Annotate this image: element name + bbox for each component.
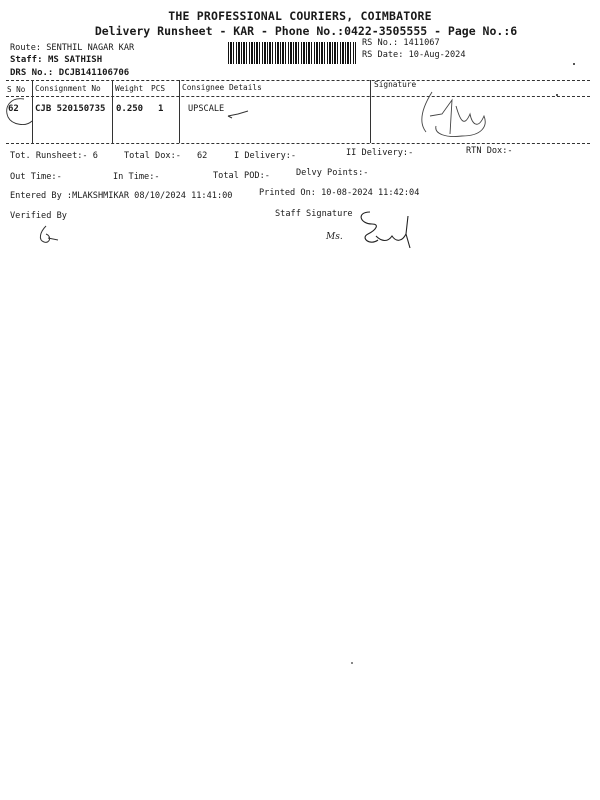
circle-mark-icon [2, 95, 42, 129]
total-dox-value: 62 [197, 151, 208, 161]
out-time: Out Time:- [10, 172, 62, 182]
in-time: In Time:- [113, 172, 160, 182]
staff-sign-prefix: Ms. [326, 232, 343, 242]
table-bottom-rule [6, 143, 590, 144]
route-label: Route: [10, 43, 42, 53]
verifier-signature-icon [36, 224, 60, 246]
table-header-rule [6, 96, 590, 97]
th-pcs: PCS [151, 84, 166, 93]
staff-signature-label: Staff Signature [275, 209, 353, 219]
th-consignee: Consignee Details [182, 83, 262, 92]
i-delivery: I Delivery:- [234, 151, 297, 161]
th-consignment: Consignment No [35, 84, 101, 93]
staff-signature-icon [346, 206, 414, 254]
page-speck [573, 63, 575, 65]
drs-line [10, 68, 129, 78]
col-divider [179, 80, 180, 143]
cell-consignee: UPSCALE [188, 104, 225, 114]
pen-tick-icon [226, 108, 250, 122]
tot-runsheet: Tot. Runsheet:- 6 [10, 151, 98, 161]
table-top-rule [6, 80, 590, 81]
total-pod: Total POD:- [213, 171, 270, 181]
rs-no-value: 1411067 [403, 38, 440, 48]
staff-line [10, 55, 102, 65]
rs-date-label: RS Date: [362, 50, 404, 60]
th-signature: Signature [374, 80, 417, 89]
cell-weight: 0.250 [116, 104, 144, 114]
ii-delivery: II Delivery:- [346, 148, 414, 158]
company-title: THE PROFESSIONAL COURIERS, COIMBATORE [168, 9, 432, 23]
cell-pcs: 1 [158, 104, 164, 114]
runsheet-title: Delivery Runsheet - KAR - Phone No.:0422-3505555 - Page No.:6 [94, 24, 518, 38]
delvy-points: Delvy Points:- [296, 168, 369, 178]
route-line [10, 43, 134, 53]
rs-date-line [362, 50, 466, 60]
col-divider [370, 80, 371, 143]
printed-on: Printed On: 10-08-2024 11:42:04 [259, 188, 420, 198]
rs-date-value: 10-Aug-2024 [408, 50, 466, 60]
drs-value: DCJB141106706 [58, 68, 130, 78]
page-speck [556, 94, 558, 96]
receiver-signature-icon [412, 86, 494, 142]
staff-label: Staff: [10, 55, 43, 65]
entered-by: Entered By :MLAKSHMIKAR 08/10/2024 11:41:00 [10, 191, 233, 201]
col-divider [112, 80, 113, 143]
drs-label: DRS No.: [10, 68, 54, 78]
page-speck [351, 662, 353, 664]
verified-by-label: Verified By [10, 211, 67, 221]
th-weight: Weight [115, 84, 144, 93]
rtn-dox: RTN Dox:- [466, 146, 513, 156]
cell-sno: 62 [8, 104, 19, 114]
staff-value: MS SATHISH [47, 55, 103, 65]
total-dox-label: Total Dox:- [124, 151, 181, 161]
barcode-image [228, 42, 356, 64]
rs-no-line [362, 38, 440, 48]
rs-no-label: RS No.: [362, 38, 399, 48]
th-sno: S No [7, 85, 26, 94]
cell-consignment: CJB 520150735 [35, 104, 106, 114]
route-value: SENTHIL NAGAR KAR [46, 43, 135, 53]
